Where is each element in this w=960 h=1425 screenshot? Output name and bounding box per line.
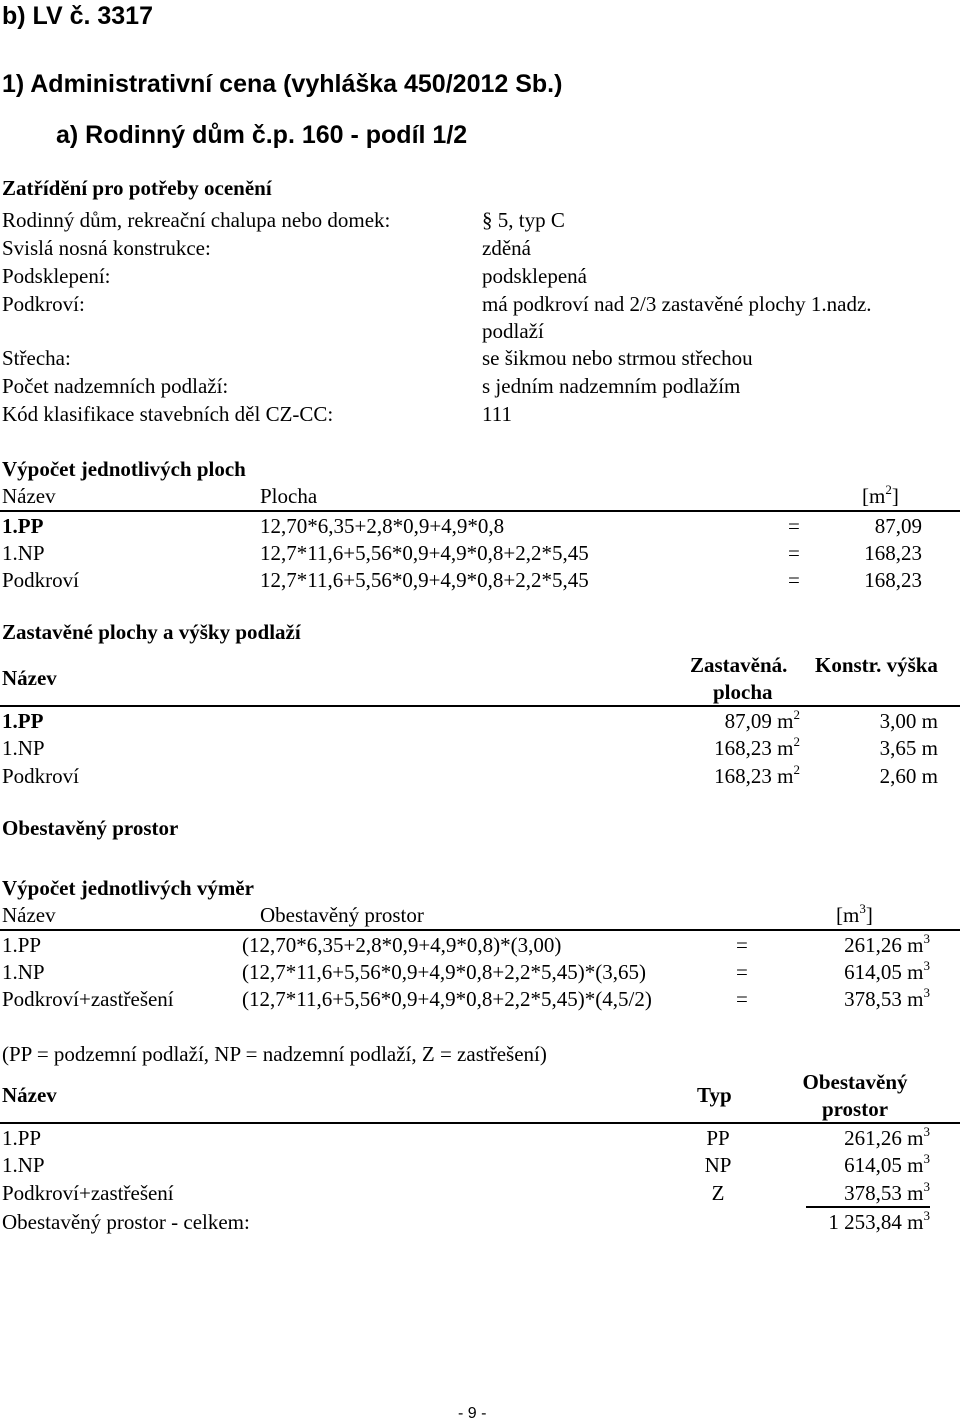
volume-col-name: Název	[2, 903, 56, 927]
floors-row-name: 1.NP	[2, 736, 45, 760]
areas-row-eq: =	[788, 568, 800, 592]
volume-row-eq: =	[736, 987, 748, 1011]
areas-row-value: 168,23	[864, 541, 922, 565]
summary-col-volume-2: prostor	[821, 1097, 889, 1121]
areas-row-value: 168,23	[864, 568, 922, 592]
floors-row-area: 87,09 $m^2$	[724, 707, 800, 733]
summary-header-rule	[0, 1122, 960, 1124]
classification-value: zděná	[482, 236, 531, 260]
classification-value: 111	[482, 402, 512, 426]
volume-title: Obestavěný prostor	[2, 816, 179, 840]
areas-row-formula: 12,7*11,6+5,56*0,9+4,9*0,8+2,2*5,45	[260, 568, 589, 592]
summary-row-type: Z	[711, 1181, 725, 1205]
summary-col-name: Název	[2, 1083, 57, 1107]
volume-row-formula: (12,7*11,6+5,56*0,9+4,9*0,8+2,2*5,45)*(4,5/2)	[242, 987, 652, 1011]
summary-row-value: 261,26 $m^3$	[844, 1124, 930, 1150]
subsection-heading: a) Rodinný dům č.p. 160 - podíl 1/2	[56, 121, 468, 149]
classification-label: Střecha:	[2, 346, 71, 370]
floors-row-height: 2,60 m	[879, 764, 938, 788]
areas-row-value: 87,09	[874, 514, 922, 538]
summary-col-volume: Obestavěný	[802, 1070, 908, 1094]
floors-col-name: Název	[2, 666, 57, 690]
summary-row-type: PP	[706, 1126, 730, 1150]
summary-row-value: 378,53 $m^3$	[844, 1179, 930, 1205]
areas-row-name: 1.PP	[2, 514, 44, 538]
floors-row-name: 1.PP	[2, 709, 44, 733]
floors-row-area: 168,23 $m^2$	[714, 762, 800, 788]
volume-row-eq: =	[736, 933, 748, 957]
volume-row-value: 261,26 $m^3$	[844, 931, 930, 957]
summary-total-value: 1 253,84 $m^3$	[828, 1208, 930, 1234]
areas-row-name: Podkroví	[2, 568, 80, 592]
floors-col-area: Zastavěná.	[690, 653, 788, 677]
summary-col-type: Typ	[697, 1083, 732, 1107]
classification-value: § 5, typ C	[482, 208, 565, 232]
classification-value-continued: podlaží	[482, 319, 544, 343]
volume-row-value: 378,53 $m^3$	[844, 985, 930, 1011]
volume-row-value: 614,05 $m^3$	[844, 958, 930, 984]
summary-row-name: 1.NP	[2, 1153, 45, 1177]
lv-heading: b) LV č. 3317	[2, 2, 153, 30]
floors-row-name: Podkroví	[2, 764, 80, 788]
floors-header-rule	[0, 705, 960, 707]
summary-row-name: 1.PP	[2, 1126, 42, 1150]
areas-row-eq: =	[788, 514, 800, 538]
classification-label: Kód klasifikace stavebních děl CZ-CC:	[2, 402, 334, 426]
classification-value: se šikmou nebo strmou střechou	[482, 346, 753, 370]
summary-row-name: Podkroví+zastřešení	[2, 1181, 174, 1205]
page-number: - 9 -	[458, 1405, 487, 1422]
summary-total-rule	[806, 1206, 930, 1208]
areas-col-formula: Plocha	[260, 484, 318, 508]
areas-col-name: Název	[2, 484, 56, 508]
volume-row-name: 1.PP	[2, 933, 42, 957]
floors-row-area: 168,23 $m^2$	[714, 734, 800, 760]
classification-label: Rodinný dům, rekreační chalupa nebo domek:	[2, 208, 391, 232]
areas-row-formula: 12,7*11,6+5,56*0,9+4,9*0,8+2,2*5,45	[260, 541, 589, 565]
abbreviation-legend: (PP = podzemní podlaží, NP = nadzemní podlaží, Z = zastřešení)	[2, 1042, 547, 1066]
volume-subtitle: Výpočet jednotlivých výměr	[2, 876, 254, 900]
volume-header-rule	[0, 929, 960, 931]
volume-row-name: 1.NP	[2, 960, 45, 984]
summary-row-type: NP	[704, 1153, 732, 1177]
classification-value: s jedním nadzemním podlažím	[482, 374, 741, 398]
areas-row-name: 1.NP	[2, 541, 45, 565]
summary-total-label: Obestavěný prostor - celkem:	[2, 1210, 250, 1234]
classification-label: Svislá nosná konstrukce:	[2, 236, 211, 260]
summary-row-value: 614,05 $m^3$	[844, 1151, 930, 1177]
volume-row-name: Podkroví+zastřešení	[2, 987, 174, 1011]
areas-col-unit: $[m^2]$	[862, 482, 899, 508]
classification-title: Zatřídění pro potřeby ocenění	[2, 176, 272, 200]
classification-label: Podkroví:	[2, 292, 85, 316]
floors-row-height: 3,00 m	[879, 709, 938, 733]
volume-row-formula: (12,70*6,35+2,8*0,9+4,9*0,8)*(3,00)	[242, 933, 562, 957]
areas-title: Výpočet jednotlivých ploch	[2, 457, 246, 481]
areas-header-rule	[0, 510, 960, 512]
areas-row-eq: =	[788, 541, 800, 565]
volume-row-formula: (12,7*11,6+5,56*0,9+4,9*0,8+2,2*5,45)*(3,65)	[242, 960, 646, 984]
section-heading: 1) Administrativní cena (vyhláška 450/2012 Sb.)	[2, 70, 563, 98]
classification-value: má podkroví nad 2/3 zastavěné plochy 1.nadz.	[482, 292, 872, 316]
volume-col-formula: Obestavěný prostor	[260, 903, 424, 927]
floors-col-area-2: plocha	[713, 680, 773, 704]
classification-value: podsklepená	[482, 264, 587, 288]
classification-label: Podsklepení:	[2, 264, 111, 288]
floors-row-height: 3,65 m	[879, 736, 938, 760]
floors-col-height: Konstr. výška	[815, 653, 938, 677]
floors-title: Zastavěné plochy a výšky podlaží	[2, 620, 301, 644]
volume-col-unit: $[m^3]$	[836, 901, 873, 927]
areas-row-formula: 12,70*6,35+2,8*0,9+4,9*0,8	[260, 514, 505, 538]
volume-row-eq: =	[736, 960, 748, 984]
classification-label: Počet nadzemních podlaží:	[2, 374, 229, 398]
